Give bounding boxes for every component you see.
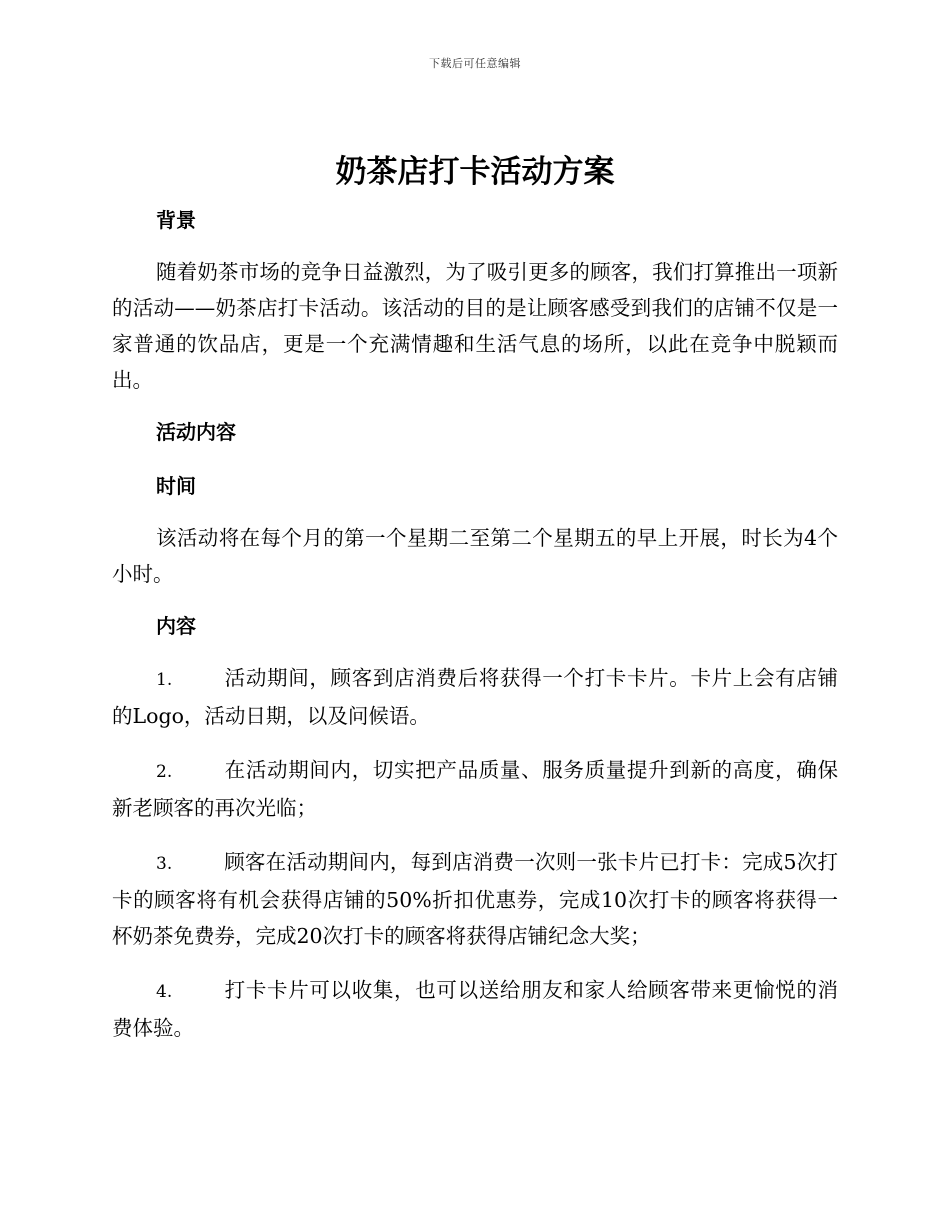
list-item-text: 活动期间，顾客到店消费后将获得一个打卡卡片。卡片上会有店铺的Logo，活动日期，以及问候语。 — [112, 666, 838, 728]
list-item — [112, 752, 838, 826]
list-item-number: 3. — [156, 854, 173, 874]
paragraph-background: 随着奶茶市场的竞争日益激烈，为了吸引更多的顾客，我们打算推出一项新的活动——奶茶店打卡活动。该活动的目的是让顾客感受到我们的店铺不仅是一家普通的饮品店，更是一个充满情趣和生活气息的场所，以此在竞争中脱颖而出。 — [112, 260, 838, 392]
list-item-text: 打卡卡片可以收集，也可以送给朋友和家人给顾客带来更愉悦的消费体验。 — [112, 978, 838, 1040]
page-title: 奶茶店打卡活动方案 — [335, 154, 615, 190]
list-item-text: 顾客在活动期间内，每到店消费一次则一张卡片已打卡：完成5次打卡的顾客将有机会获得店铺的50%折扣优惠券，完成10次打卡的顾客将获得一杯奶茶免费券，完成20次打卡的顾客将获得店铺纪念大奖； — [112, 850, 838, 948]
list-item-number: 2. — [156, 762, 173, 782]
list-item — [112, 972, 838, 1046]
document-body — [112, 200, 838, 1046]
list-item-number: 4. — [156, 982, 173, 1002]
section-heading-content: 内容 — [156, 614, 196, 638]
section-heading-time: 时间 — [156, 474, 196, 498]
list-item-text: 在活动期间内，切实把产品质量、服务质量提升到新的高度，确保新老顾客的再次光临； — [112, 758, 838, 820]
section-heading-activity: 活动内容 — [156, 420, 236, 444]
list-item — [112, 660, 838, 734]
section-heading-background: 背景 — [156, 208, 196, 232]
list-item-number: 1. — [156, 670, 173, 690]
paragraph-time: 该活动将在每个月的第一个星期二至第二个星期五的早上开展，时长为4个小时。 — [112, 526, 838, 586]
header-note: 下载后可任意编辑 — [429, 57, 521, 70]
list-item — [112, 844, 838, 954]
